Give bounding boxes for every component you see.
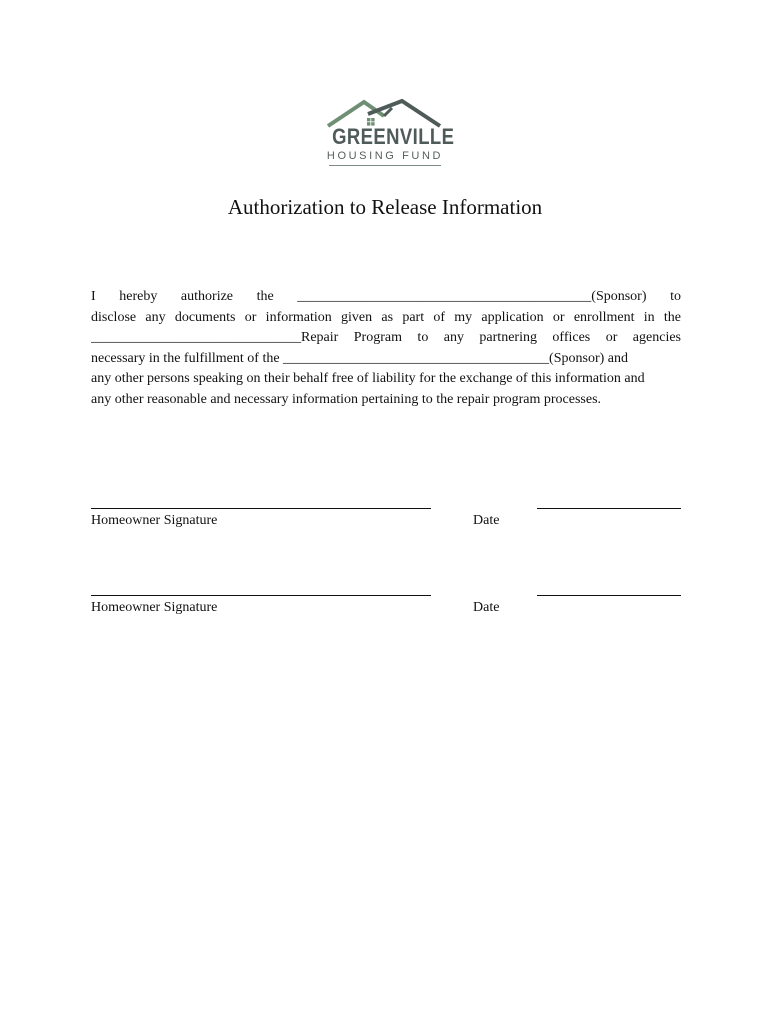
- paragraph-line-1: I hereby authorize the __________________________________________(Sponsor) to: [91, 289, 681, 304]
- paragraph-line-5: any other persons speaking on their behalf free of liability for the exchange of this information and: [91, 371, 645, 387]
- homeowner-signature-line-1[interactable]: [91, 508, 431, 509]
- paragraph-line-2: disclose any documents or information given as part of my application or enrollment in the: [91, 309, 681, 325]
- greenville-housing-fund-logo: [322, 98, 455, 172]
- paragraph-line-4: necessary in the fulfillment of the ______________________________________(Sponsor) and: [91, 350, 628, 366]
- logo-subtitle: HOUSING FUND: [326, 150, 444, 162]
- date-line-2[interactable]: [537, 595, 681, 596]
- homeowner-signature-line-2[interactable]: [91, 595, 431, 596]
- date-line-1[interactable]: [537, 508, 681, 509]
- logo-divider: [329, 165, 441, 166]
- paragraph-line-6: any other reasonable and necessary information pertaining to the repair program processes.: [91, 391, 602, 407]
- homeowner-signature-label-1: Homeowner Signature: [91, 513, 218, 528]
- date-label-2: Date: [473, 600, 500, 615]
- page-title: Authorization to Release Information: [227, 195, 543, 219]
- paragraph-line-3: ______________________________Repair Program to any partnering offices or agencies: [91, 330, 681, 346]
- logo-name: GREENVILLE: [332, 124, 455, 149]
- authorization-paragraph: [91, 287, 681, 411]
- date-label-1: Date: [473, 513, 500, 528]
- homeowner-signature-label-2: Homeowner Signature: [91, 600, 218, 615]
